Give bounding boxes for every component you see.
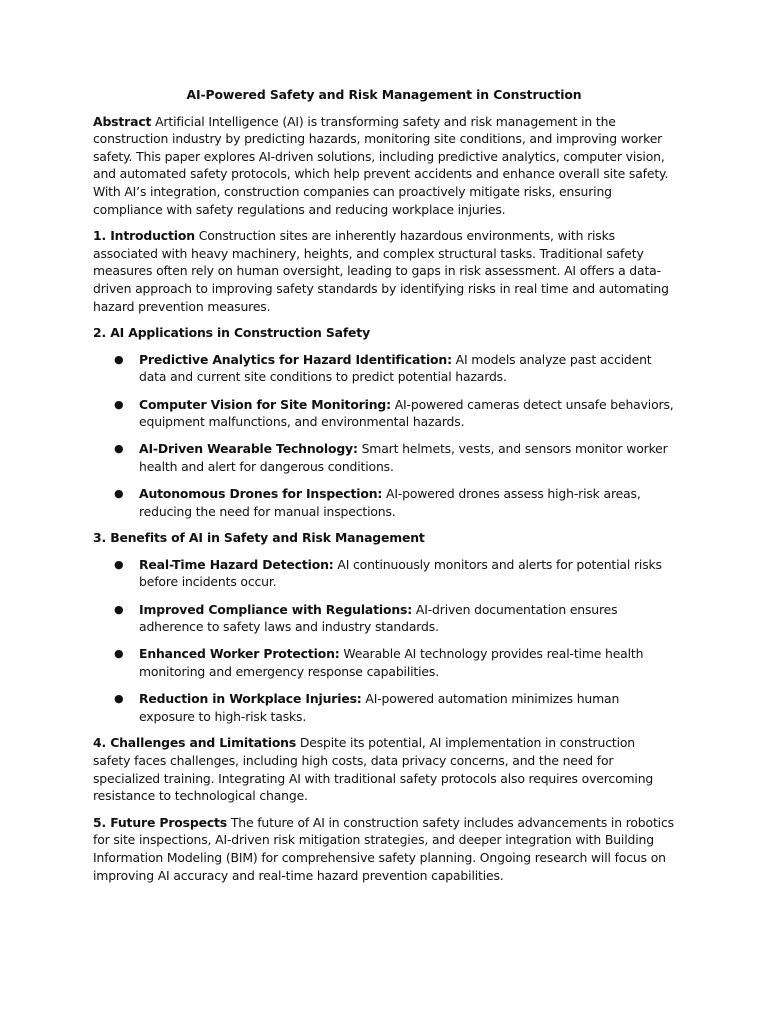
document-page [93, 86, 675, 893]
list-item [93, 351, 675, 386]
list-item-text: AI continuously monitors and alerts for potential risks before incidents occur. [139, 556, 662, 590]
bullet-icon: ● [114, 442, 124, 456]
document-title: AI-Powered Safety and Risk Management in Construction [186, 87, 582, 102]
list-item [93, 396, 675, 431]
introduction-heading: 1. Introduction [93, 228, 195, 244]
list-item [93, 440, 675, 475]
list-item-label: Autonomous Drones for Inspection: [139, 486, 383, 502]
bullet-icon: ● [114, 557, 124, 571]
list-item-label: Reduction in Workplace Injuries: [139, 691, 362, 707]
list-item-label: Improved Compliance with Regulations: [139, 601, 413, 617]
introduction-paragraph [93, 227, 675, 315]
challenges-text: Despite its potential, AI implementation in construction safety faces challenges, including high costs, data privacy concerns, and the need for specialized training. Integrating AI with traditional safety protocols also requires overcoming resistance to technological change. [93, 735, 654, 804]
list-item-text: AI-powered drones assess high-risk areas, reducing the need for manual inspections. [139, 486, 641, 519]
applications-heading: 2. AI Applications in Construction Safety [93, 325, 371, 341]
list-item [93, 485, 675, 520]
abstract-text: Artificial Intelligence (AI) is transforming safety and risk management in the construction industry by predicting hazards, monitoring site conditions, and improving worker safety. This paper explores AI-driven solutions, including predictive analytics, computer vision, and automated safety protocols, which help prevent accidents and enhance overall site safety. With AI’s integration, construction companies can proactively mitigate risks, ensuring compliance with safety regulations and reducing workplace injuries. [93, 113, 669, 217]
bullet-icon: ● [114, 602, 124, 616]
future-paragraph [93, 814, 675, 884]
list-item-label: AI-Driven Wearable Technology: [139, 441, 358, 457]
bullet-icon: ● [114, 487, 124, 501]
list-item-text: AI models analyze past accident data and current site conditions to predict potential hazards. [139, 351, 652, 385]
bullet-icon: ● [114, 397, 124, 411]
abstract-paragraph [93, 113, 675, 219]
list-item [93, 690, 675, 725]
list-item-text: Smart helmets, vests, and sensors monitor worker health and alert for dangerous conditions. [139, 441, 668, 474]
list-item-label: Enhanced Worker Protection: [139, 646, 340, 662]
list-item-text: AI-powered automation minimizes human exposure to high-risk tasks. [139, 691, 620, 724]
bullet-icon: ● [114, 692, 124, 706]
challenges-paragraph [93, 734, 675, 804]
future-text: The future of AI in construction safety includes advancements in robotics for site inspections, AI-driven risk mitigation strategies, and deeper integration with Building Information Modeling (BIM) for comprehensive safety planning. Ongoing research will focus on improving AI accuracy and real-time hazard prevention capabilities. [93, 814, 674, 883]
list-item-text: Wearable AI technology provides real-time health monitoring and emergency response capabilities. [139, 646, 644, 679]
list-item [93, 645, 675, 680]
benefits-heading: 3. Benefits of AI in Safety and Risk Management [93, 530, 425, 546]
introduction-text: Construction sites are inherently hazardous environments, with risks associated with heavy machinery, heights, and complex structural tasks. Traditional safety measures often rely on human oversight, leading to gaps in risk assessment. AI offers a data-driven approach to improving safety standards by identifying risks in real time and automating hazard prevention measures. [93, 228, 669, 314]
list-item-text: AI-driven documentation ensures adherence to safety laws and industry standards. [139, 601, 618, 635]
list-item [93, 601, 675, 636]
future-heading: 5. Future Prospects [93, 814, 228, 830]
list-item-label: Real-Time Hazard Detection: [139, 556, 334, 572]
list-item [93, 556, 675, 591]
bullet-icon: ● [114, 647, 124, 661]
list-item-label: Predictive Analytics for Hazard Identification: [139, 351, 452, 367]
benefits-list [93, 556, 675, 726]
list-item-label: Computer Vision for Site Monitoring: [139, 396, 391, 412]
bullet-icon: ● [114, 352, 124, 366]
list-item-text: AI-powered cameras detect unsafe behaviors, equipment malfunctions, and environmental hazards. [139, 396, 674, 430]
challenges-heading: 4. Challenges and Limitations [93, 735, 297, 751]
abstract-label: Abstract [93, 113, 152, 129]
applications-list [93, 351, 675, 521]
